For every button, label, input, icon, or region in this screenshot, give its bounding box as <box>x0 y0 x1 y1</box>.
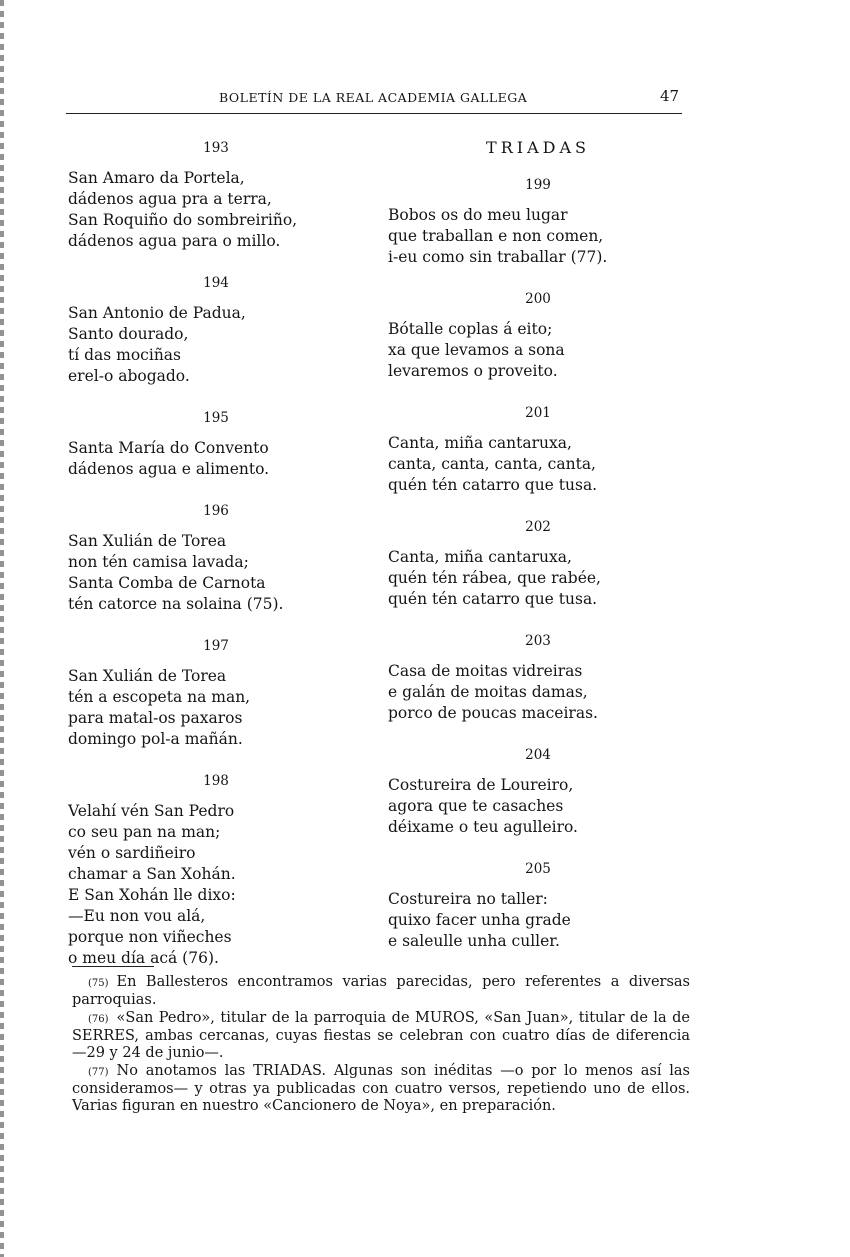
verse-line: para matal-os paxaros <box>68 709 243 727</box>
verse-line: co seu pan na man; <box>68 823 221 841</box>
poem-number: 204 <box>525 747 551 763</box>
poem-number: 195 <box>203 410 229 426</box>
verse-line: e galán de moitas damas, <box>388 683 588 701</box>
poem <box>388 175 688 268</box>
verse-line: Bótalle coplas á eito; <box>388 320 553 338</box>
verse-line: xa que levamos a sona <box>388 341 565 359</box>
verse-line: San Roquiño do sombreiriño, <box>68 211 298 229</box>
verse-line: erel-o abogado. <box>68 367 190 385</box>
poem <box>68 273 368 387</box>
poem-number: 203 <box>525 633 551 649</box>
verse-line: dádenos agua pra a terra, <box>68 190 272 208</box>
poem-number: 201 <box>525 405 551 421</box>
verse-line: que traballan e non comen, <box>388 227 604 245</box>
verse-line: e saleulle unha culler. <box>388 932 560 950</box>
verse-line: porque non viñeches <box>68 928 232 946</box>
footnotes <box>72 974 690 1116</box>
verse-line: tén a escopeta na man, <box>68 688 251 706</box>
left-column <box>68 130 368 969</box>
verse-line: Casa de moitas vidreiras <box>388 662 583 680</box>
footnote-mark: (76) <box>88 1014 109 1025</box>
footnote-text: No anotamos las TRIADAS. Algunas son inéditas —o por lo menos así las consideramos— y otras ya publicadas con cuatro versos, repetiendo uno de ellos. Varias figuran en nuestro «Cancionero de Noya», en preparación. <box>72 1063 690 1114</box>
running-title: BOLETÍN DE LA REAL ACADEMIA GALLEGA <box>219 90 528 105</box>
verse-line: porco de poucas maceiras. <box>388 704 598 722</box>
poem <box>68 501 368 615</box>
poem <box>388 289 688 382</box>
verse-line: Velahí vén San Pedro <box>68 802 235 820</box>
verse-line: tén catorce na solaina (75). <box>68 595 284 613</box>
poem-number: 193 <box>203 140 229 156</box>
poem <box>68 636 368 750</box>
poem-number: 198 <box>203 773 229 789</box>
verse-line: quixo facer unha grade <box>388 911 571 929</box>
verse-line: chamar a San Xohán. <box>68 865 236 883</box>
page-binding-edge <box>0 0 4 1257</box>
verse-line: Canta, miña cantaruxa, <box>388 548 572 566</box>
poem-number: 205 <box>525 861 551 877</box>
verse-line: quén tén catarro que tusa. <box>388 590 598 608</box>
verse-line: San Xulián de Torea <box>68 532 227 550</box>
poem <box>388 403 688 496</box>
poem-number: 199 <box>525 177 551 193</box>
poem <box>68 408 368 480</box>
verse-line: quén tén rábea, que rabée, <box>388 569 601 587</box>
verse-line: San Xulián de Torea <box>68 667 227 685</box>
poem <box>388 631 688 724</box>
poem-number: 200 <box>525 291 551 307</box>
verse-line: dádenos agua para o millo. <box>68 232 281 250</box>
poem-number: 202 <box>525 519 551 535</box>
poem-number: 197 <box>203 638 229 654</box>
verse-line: domingo pol-a mañán. <box>68 730 243 748</box>
verse-line: Santa María do Convento <box>68 439 269 457</box>
verse-line: vén o sardiñeiro <box>68 844 196 862</box>
poem <box>388 745 688 838</box>
verse-line: Santa Comba de Carnota <box>68 574 266 592</box>
verse-line: canta, canta, canta, canta, <box>388 455 596 473</box>
poem <box>68 138 368 252</box>
verse-line: i-eu como sin traballar (77). <box>388 248 608 266</box>
verse-line: dádenos agua e alimento. <box>68 460 270 478</box>
poem <box>68 771 368 969</box>
footnote <box>72 1063 690 1115</box>
poem-number: 194 <box>203 275 229 291</box>
page-number: 47 <box>660 87 680 105</box>
footnote-text: «San Pedro», titular de la parroquia de MUROS, «San Juan», titular de la de SERRES, ambas cercanas, cuyas fiestas se celebran con cuatro días de diferencia —29 y 24 de junio—. <box>72 1010 690 1061</box>
verse-line: Costureira de Loureiro, <box>388 776 574 794</box>
verse-line: Canta, miña cantaruxa, <box>388 434 572 452</box>
section-title: TRIADAS <box>486 138 590 157</box>
verse-line: agora que te casaches <box>388 797 564 815</box>
verse-line: levaremos o proveito. <box>388 362 558 380</box>
verse-line: déixame o teu agulleiro. <box>388 818 578 836</box>
verse-line: —Eu non vou alá, <box>68 907 206 925</box>
verse-line: San Amaro da Portela, <box>68 169 245 187</box>
poem <box>388 517 688 610</box>
verse-line: Bobos os do meu lugar <box>388 206 568 224</box>
footnote <box>72 1010 690 1062</box>
verse-line: Costureira no taller: <box>388 890 548 908</box>
verse-line: non tén camisa lavada; <box>68 553 249 571</box>
verse-line: Santo dourado, <box>68 325 189 343</box>
footnote-text: En Ballesteros encontramos varias parecidas, pero referentes a diversas parroquias. <box>72 974 690 1008</box>
header-rule <box>66 113 682 114</box>
verse-line: o meu día acá (76). <box>68 949 219 967</box>
verse-line: tí das mociñas <box>68 346 182 364</box>
poem-number: 196 <box>203 503 229 519</box>
footnote-mark: (75) <box>88 978 109 989</box>
verse-line: San Antonio de Padua, <box>68 304 246 322</box>
verse-line: quén tén catarro que tusa. <box>388 476 598 494</box>
right-column <box>388 130 688 952</box>
footnote <box>72 974 690 1009</box>
verse-line: E San Xohán lle dixo: <box>68 886 236 904</box>
footnote-mark: (77) <box>88 1067 109 1078</box>
footnote-rule <box>72 966 154 967</box>
poem <box>388 859 688 952</box>
